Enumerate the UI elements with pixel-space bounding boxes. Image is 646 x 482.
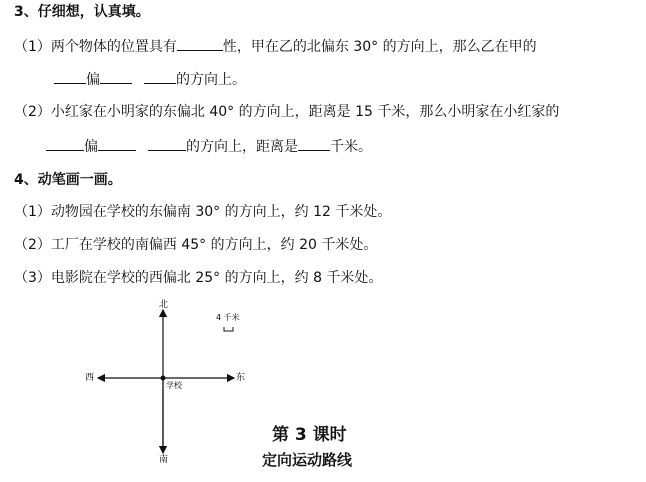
blank-4[interactable]	[144, 69, 176, 84]
q3-p1-line1	[14, 36, 537, 57]
north-label: 北	[159, 300, 169, 310]
south-label: 南	[159, 455, 169, 465]
q3-p2-text-c: 的方向上，距离是	[186, 139, 298, 155]
q4-item-2: （2）工厂在学校的南偏西 45° 的方向上，约 20 千米处。	[14, 237, 378, 253]
q3-heading: 3、仔细想，认真填。	[14, 4, 150, 20]
blank-8[interactable]	[298, 136, 330, 151]
scale-bar	[224, 327, 233, 331]
q3-p1-text-a: （1）两个物体的位置具有	[14, 39, 177, 55]
east-label: 东	[236, 373, 246, 383]
blank-6[interactable]	[98, 136, 136, 151]
q4-item-1: （1）动物园在学校的东偏南 30° 的方向上，约 12 千米处。	[14, 204, 392, 220]
q3-p2-text-d: 千米。	[330, 139, 372, 155]
blank-5[interactable]	[46, 136, 84, 151]
lesson-subtitle: 定向运动路线	[262, 451, 353, 469]
compass-diagram	[80, 296, 250, 466]
school-label: 学校	[166, 381, 182, 390]
west-label: 西	[85, 373, 95, 383]
scale-label: 4 千米	[216, 313, 240, 322]
blank-1[interactable]	[177, 36, 223, 51]
lesson-title: 第 3 课时	[272, 425, 347, 445]
blank-2[interactable]	[54, 69, 86, 84]
q3-p2-line2	[46, 136, 372, 157]
blank-3[interactable]	[100, 69, 132, 84]
q4-heading: 4、动笔画一画。	[14, 172, 122, 188]
q3-p1-text-b: 性，甲在乙的北偏东 30° 的方向上，那么乙在甲的	[222, 39, 537, 55]
q3-p1-line2	[54, 69, 246, 90]
q4-item-3: （3）电影院在学校的西偏北 25° 的方向上，约 8 千米处。	[14, 270, 383, 286]
q3-p1-text-d: 的方向上。	[176, 72, 246, 88]
blank-7[interactable]	[148, 136, 186, 151]
q3-p2-line1: （2）小红家在小明家的东偏北 40° 的方向上，距离是 15 千米，那么小明家在小红家的	[14, 104, 560, 120]
school-point	[161, 376, 166, 381]
q3-p1-text-c: 偏	[86, 72, 100, 88]
q3-p2-text-b: 偏	[84, 139, 98, 155]
